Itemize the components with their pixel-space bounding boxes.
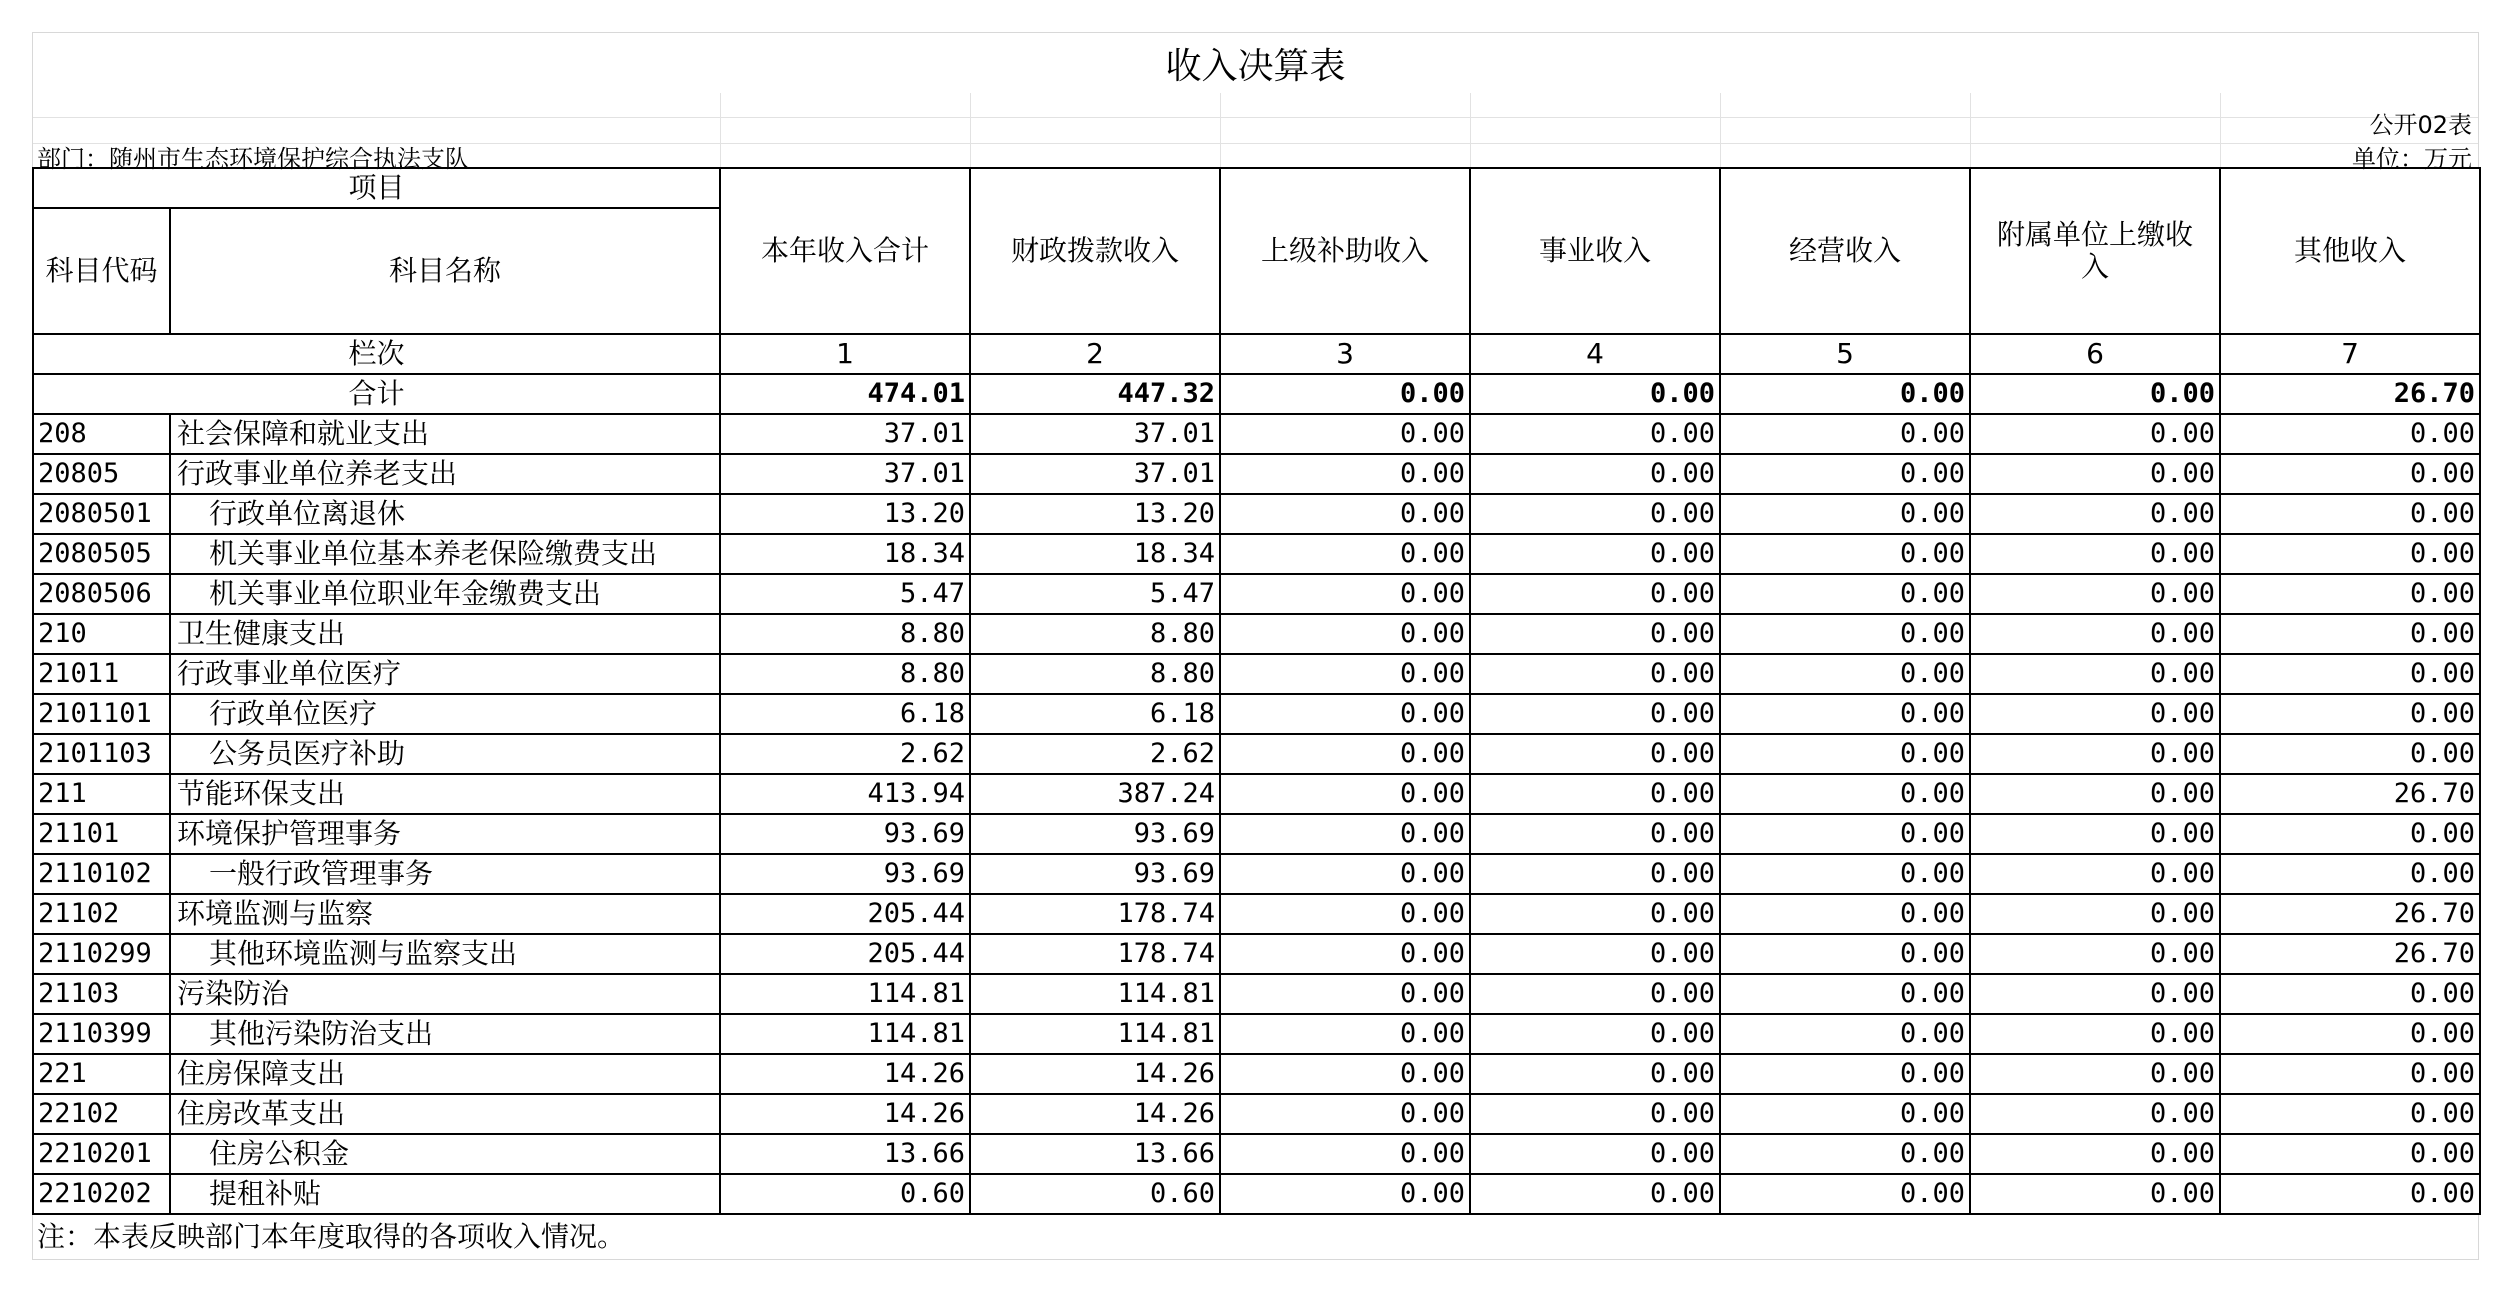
subject-code: 2110399 [33,1014,170,1054]
total-value: 0.00 [1970,374,2220,414]
total-value: 26.70 [2220,374,2480,414]
table-row [33,734,2480,774]
subject-name: 社会保障和就业支出 [170,414,720,454]
table-row [33,974,2480,1014]
total-value: 0.00 [1220,374,1470,414]
amount-cell: 0.00 [1970,534,2220,574]
amount-cell: 37.01 [970,454,1220,494]
amount-cell: 8.80 [720,614,970,654]
subject-name: 行政单位离退休 [170,494,720,534]
department-label: 部门：随州市生态环境保护综合执法支队 [37,145,469,173]
amount-cell: 13.20 [720,494,970,534]
subject-name: 行政事业单位医疗 [170,654,720,694]
amount-cell: 13.66 [970,1134,1220,1174]
amount-cell: 0.00 [2220,1134,2480,1174]
subject-name: 机关事业单位职业年金缴费支出 [170,574,720,614]
amount-cell: 0.00 [1970,734,2220,774]
subject-name: 住房公积金 [170,1134,720,1174]
table-row [33,454,2480,494]
index-cell: 4 [1470,334,1720,374]
amount-cell: 0.00 [1470,534,1720,574]
table-row [33,614,2480,654]
amount-cell: 0.00 [2220,1054,2480,1094]
index-cell: 3 [1220,334,1470,374]
grid-line [970,93,971,167]
header-col-1: 本年收入合计 [720,168,970,334]
page-title: 收入决算表 [32,32,2479,93]
amount-cell: 0.00 [1220,694,1470,734]
subject-name: 住房保障支出 [170,1054,720,1094]
amount-cell: 93.69 [720,814,970,854]
amount-cell: 0.00 [1720,894,1970,934]
amount-cell: 0.00 [1970,974,2220,1014]
amount-cell: 0.00 [2220,614,2480,654]
amount-cell: 0.00 [1220,1014,1470,1054]
amount-cell: 0.00 [2220,1014,2480,1054]
amount-cell: 0.00 [1720,454,1970,494]
amount-cell: 14.26 [970,1094,1220,1134]
amount-cell: 37.01 [720,454,970,494]
amount-cell: 8.80 [970,654,1220,694]
amount-cell: 0.00 [1970,1014,2220,1054]
amount-cell: 0.00 [1720,574,1970,614]
subject-name: 住房改革支出 [170,1094,720,1134]
total-label: 合计 [33,374,720,414]
amount-cell: 0.00 [1970,1094,2220,1134]
amount-cell: 0.00 [2220,814,2480,854]
amount-cell: 14.26 [720,1054,970,1094]
header-item: 项目 [33,168,720,208]
amount-cell: 5.47 [720,574,970,614]
amount-cell: 0.00 [1470,574,1720,614]
subject-code: 21101 [33,814,170,854]
amount-cell: 0.00 [1220,574,1470,614]
amount-cell: 0.00 [1720,694,1970,734]
amount-cell: 0.00 [1470,1134,1720,1174]
amount-cell: 0.00 [1470,614,1720,654]
subject-name: 其他污染防治支出 [170,1014,720,1054]
amount-cell: 0.00 [1970,934,2220,974]
index-cell: 5 [1720,334,1970,374]
subject-name: 污染防治 [170,974,720,1014]
amount-cell: 0.00 [1970,894,2220,934]
subject-code: 2080506 [33,574,170,614]
amount-cell: 0.00 [1470,414,1720,454]
amount-cell: 0.00 [1220,654,1470,694]
subject-code: 22102 [33,1094,170,1134]
subject-code: 211 [33,774,170,814]
amount-cell: 0.00 [1720,1134,1970,1174]
amount-cell: 0.00 [1970,1174,2220,1214]
table-row [33,574,2480,614]
amount-cell: 2.62 [720,734,970,774]
amount-cell: 0.00 [1470,454,1720,494]
grid-line [2220,93,2221,167]
amount-cell: 13.20 [970,494,1220,534]
amount-cell: 0.00 [1970,854,2220,894]
amount-cell: 5.47 [970,574,1220,614]
amount-cell: 0.00 [1970,1134,2220,1174]
subject-code: 2080505 [33,534,170,574]
amount-cell: 26.70 [2220,934,2480,974]
header-col-5: 经营收入 [1720,168,1970,334]
amount-cell: 0.00 [1470,1054,1720,1094]
subject-name: 卫生健康支出 [170,614,720,654]
amount-cell: 0.00 [2220,414,2480,454]
amount-cell: 0.00 [1470,1094,1720,1134]
amount-cell: 6.18 [720,694,970,734]
amount-cell: 2.62 [970,734,1220,774]
amount-cell: 0.00 [1220,774,1470,814]
amount-cell: 0.00 [1220,734,1470,774]
amount-cell: 0.00 [1470,774,1720,814]
subject-code: 2101103 [33,734,170,774]
income-statement-sheet [32,32,2479,1260]
grid-line [1970,93,1971,167]
amount-cell: 14.26 [720,1094,970,1134]
subject-code: 208 [33,414,170,454]
table-row [33,1054,2480,1094]
amount-cell: 0.00 [1470,934,1720,974]
amount-cell: 6.18 [970,694,1220,734]
amount-cell: 0.00 [1470,814,1720,854]
amount-cell: 0.00 [1720,814,1970,854]
amount-cell: 0.00 [2220,734,2480,774]
subject-code: 21011 [33,654,170,694]
index-label: 栏次 [33,334,720,374]
amount-cell: 0.00 [2220,574,2480,614]
grid-line [1720,93,1721,167]
total-value: 0.00 [1720,374,1970,414]
table-row [33,934,2480,974]
amount-cell: 0.00 [1720,1014,1970,1054]
subject-name: 其他环境监测与监察支出 [170,934,720,974]
amount-cell: 0.00 [1220,534,1470,574]
total-value: 0.00 [1470,374,1720,414]
grid-line [33,117,2478,118]
amount-cell: 387.24 [970,774,1220,814]
amount-cell: 0.00 [1220,814,1470,854]
amount-cell: 0.00 [1220,894,1470,934]
amount-cell: 0.00 [1470,974,1720,1014]
amount-cell: 0.00 [1470,694,1720,734]
grid-line [1220,93,1221,167]
amount-cell: 0.00 [1220,854,1470,894]
grid-line [720,93,721,167]
amount-cell: 93.69 [970,854,1220,894]
amount-cell: 205.44 [720,894,970,934]
amount-cell: 37.01 [970,414,1220,454]
amount-cell: 0.00 [1720,614,1970,654]
subject-code: 210 [33,614,170,654]
amount-cell: 0.00 [1970,774,2220,814]
meta-area [32,93,2479,173]
amount-cell: 0.00 [1470,1174,1720,1214]
amount-cell: 0.00 [1970,694,2220,734]
total-value: 474.01 [720,374,970,414]
total-value: 447.32 [970,374,1220,414]
amount-cell: 0.00 [1720,854,1970,894]
table-row [33,494,2480,534]
header-col-2: 财政拨款收入 [970,168,1220,334]
amount-cell: 26.70 [2220,774,2480,814]
header-col-3: 上级补助收入 [1220,168,1470,334]
amount-cell: 114.81 [720,1014,970,1054]
amount-cell: 0.00 [1220,454,1470,494]
amount-cell: 0.00 [2220,974,2480,1014]
amount-cell: 0.00 [2220,1094,2480,1134]
index-cell: 2 [970,334,1220,374]
amount-cell: 93.69 [970,814,1220,854]
amount-cell: 0.00 [1220,1134,1470,1174]
table-row [33,894,2480,934]
amount-cell: 0.00 [1720,734,1970,774]
grid-line [1470,93,1471,167]
amount-cell: 413.94 [720,774,970,814]
index-cell: 6 [1970,334,2220,374]
amount-cell: 0.00 [2220,534,2480,574]
subject-code: 21103 [33,974,170,1014]
amount-cell: 0.00 [1220,1174,1470,1214]
amount-cell: 0.00 [1220,1094,1470,1134]
subject-name: 节能环保支出 [170,774,720,814]
subject-name: 环境监测与监察 [170,894,720,934]
amount-cell: 0.00 [1720,1174,1970,1214]
amount-cell: 0.00 [1720,654,1970,694]
total-row [33,374,2480,414]
table-row [33,1174,2480,1214]
amount-cell: 114.81 [720,974,970,1014]
header-name: 科目名称 [170,208,720,334]
amount-cell: 0.00 [1720,934,1970,974]
table-row [33,1014,2480,1054]
amount-cell: 8.80 [970,614,1220,654]
amount-cell: 18.34 [720,534,970,574]
table-row [33,694,2480,734]
footnote: 注：本表反映部门本年度取得的各项收入情况。 [32,1215,2479,1260]
amount-cell: 37.01 [720,414,970,454]
amount-cell: 205.44 [720,934,970,974]
income-table [32,167,2481,1215]
amount-cell: 0.00 [1470,654,1720,694]
amount-cell: 14.26 [970,1054,1220,1094]
amount-cell: 0.60 [970,1174,1220,1214]
index-cell: 1 [720,334,970,374]
table-row [33,814,2480,854]
subject-code: 20805 [33,454,170,494]
amount-cell: 93.69 [720,854,970,894]
amount-cell: 0.00 [2220,454,2480,494]
amount-cell: 0.00 [1220,414,1470,454]
form-number: 公开02表 [2369,111,2472,139]
subject-name: 行政单位医疗 [170,694,720,734]
header-col-4: 事业收入 [1470,168,1720,334]
amount-cell: 0.00 [1720,974,1970,1014]
table-row [33,1134,2480,1174]
unit-label: 单位：万元 [2352,145,2472,173]
amount-cell: 18.34 [970,534,1220,574]
amount-cell: 0.00 [2220,1174,2480,1214]
header-col-6: 附属单位上缴收入 [1970,168,2220,334]
amount-cell: 0.00 [2220,854,2480,894]
amount-cell: 0.00 [1470,734,1720,774]
amount-cell: 0.00 [1970,454,2220,494]
header-code: 科目代码 [33,208,170,334]
amount-cell: 0.00 [1720,1054,1970,1094]
amount-cell: 0.00 [1470,894,1720,934]
subject-name: 公务员医疗补助 [170,734,720,774]
amount-cell: 0.00 [1720,774,1970,814]
amount-cell: 0.00 [1970,654,2220,694]
amount-cell: 0.00 [1720,1094,1970,1134]
subject-code: 2110299 [33,934,170,974]
amount-cell: 0.00 [1470,1014,1720,1054]
subject-name: 提租补贴 [170,1174,720,1214]
amount-cell: 178.74 [970,934,1220,974]
amount-cell: 114.81 [970,974,1220,1014]
table-row [33,654,2480,694]
amount-cell: 0.60 [720,1174,970,1214]
amount-cell: 0.00 [2220,494,2480,534]
table-row [33,534,2480,574]
table-row [33,854,2480,894]
amount-cell: 0.00 [2220,694,2480,734]
amount-cell: 0.00 [1470,494,1720,534]
amount-cell: 0.00 [1970,814,2220,854]
subject-name: 一般行政管理事务 [170,854,720,894]
subject-name: 行政事业单位养老支出 [170,454,720,494]
subject-code: 2210201 [33,1134,170,1174]
subject-code: 221 [33,1054,170,1094]
amount-cell: 0.00 [1970,494,2220,534]
amount-cell: 178.74 [970,894,1220,934]
index-cell: 7 [2220,334,2480,374]
amount-cell: 8.80 [720,654,970,694]
amount-cell: 0.00 [1220,614,1470,654]
amount-cell: 0.00 [1220,494,1470,534]
amount-cell: 0.00 [1970,1054,2220,1094]
subject-code: 2110102 [33,854,170,894]
subject-name: 机关事业单位基本养老保险缴费支出 [170,534,720,574]
amount-cell: 0.00 [1970,574,2220,614]
subject-code: 2101101 [33,694,170,734]
table-row [33,774,2480,814]
amount-cell: 0.00 [1720,414,1970,454]
amount-cell: 0.00 [1470,854,1720,894]
header-col-7: 其他收入 [2220,168,2480,334]
amount-cell: 114.81 [970,1014,1220,1054]
amount-cell: 0.00 [1220,934,1470,974]
amount-cell: 26.70 [2220,894,2480,934]
table-row [33,414,2480,454]
table-row [33,1094,2480,1134]
amount-cell: 0.00 [1720,494,1970,534]
subject-code: 2210202 [33,1174,170,1214]
amount-cell: 0.00 [2220,654,2480,694]
subject-name: 环境保护管理事务 [170,814,720,854]
amount-cell: 0.00 [1220,974,1470,1014]
amount-cell: 0.00 [1220,1054,1470,1094]
amount-cell: 0.00 [1720,534,1970,574]
subject-code: 2080501 [33,494,170,534]
amount-cell: 0.00 [1970,414,2220,454]
subject-code: 21102 [33,894,170,934]
amount-cell: 13.66 [720,1134,970,1174]
amount-cell: 0.00 [1970,614,2220,654]
